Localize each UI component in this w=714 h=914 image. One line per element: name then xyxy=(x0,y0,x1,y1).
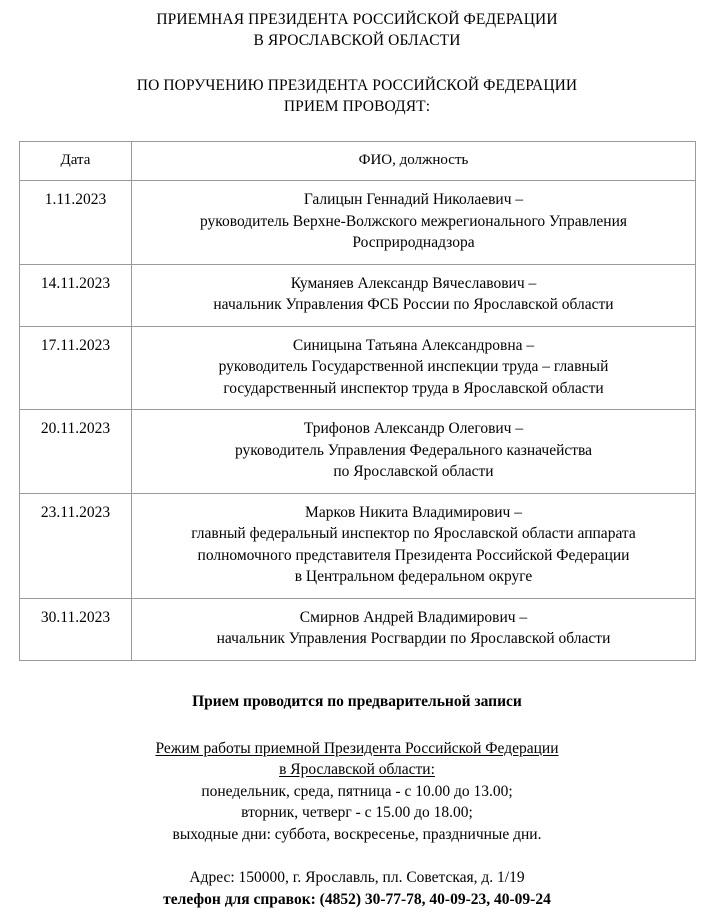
page-subtitle-line-2: ПРИЕМ ПРОВОДЯТ: xyxy=(283,98,431,115)
name-line: Смирнов Андрей Владимирович – xyxy=(299,608,528,626)
column-header-date: Дата xyxy=(20,142,132,181)
working-hours-line: понедельник, среда, пятница - с 10.00 до 13.00; xyxy=(201,782,513,800)
cell-date: 1.11.2023 xyxy=(20,181,132,265)
name-line: Трифонов Александр Олегович – xyxy=(303,420,524,437)
cell-date: 17.11.2023 xyxy=(20,326,132,410)
working-hours-title-text-1: Режим работы приемной Президента Российской Федерации xyxy=(155,739,559,757)
contact-block xyxy=(0,867,714,910)
name-line: главный федеральный инспектор по Ярославской области аппарата xyxy=(191,525,636,542)
name-line: по Ярославской области xyxy=(333,463,494,480)
cell-date: 20.11.2023 xyxy=(20,410,132,494)
cell-name xyxy=(132,181,696,265)
cell-name xyxy=(132,326,696,410)
working-hours-block xyxy=(0,738,714,846)
page-title-line-2: В ЯРОСЛАВСКОЙ ОБЛАСТИ xyxy=(253,32,461,49)
cell-name xyxy=(132,493,696,598)
name-line: руководитель Государственной инспекции труда – главный xyxy=(218,358,609,375)
phone-line: телефон для справок: (4852) 30-77-78, 40-09-23, 40-09-24 xyxy=(163,890,551,908)
address-line: Адрес: 150000, г. Ярославль, пл. Советская, д. 1/19 xyxy=(189,869,525,886)
cell-name xyxy=(132,598,696,660)
cell-date: 30.11.2023 xyxy=(20,598,132,660)
table-row xyxy=(20,181,696,265)
schedule-table xyxy=(19,141,696,661)
name-line: начальник Управления Росгвардии по Ярославской области xyxy=(216,630,611,647)
cell-name xyxy=(132,410,696,494)
table-row xyxy=(20,264,696,326)
working-hours-title-line-2 xyxy=(0,759,714,781)
schedule-table-wrapper xyxy=(0,141,714,661)
name-line: Синицына Татьяна Александровна – xyxy=(292,336,535,354)
cell-name xyxy=(132,264,696,326)
name-line: Росприроднадзора xyxy=(352,234,475,251)
working-hours-title-text-2: в Ярославской области: xyxy=(279,761,435,778)
name-line: начальник Управления ФСБ России по Ярославской области xyxy=(213,296,614,313)
cell-date: 23.11.2023 xyxy=(20,493,132,598)
column-header-name: ФИО, должность xyxy=(132,142,696,181)
table-row xyxy=(20,410,696,494)
working-hours-title-line-1 xyxy=(0,738,714,760)
working-hours-line: выходные дни: суббота, воскресенье, праздничные дни. xyxy=(172,825,542,843)
name-line: руководитель Верхне-Волжского межрегионального Управления xyxy=(199,212,628,230)
working-hours-line: вторник, четверг - с 15.00 до 18.00; xyxy=(241,804,473,821)
page-subtitle-line-1: ПО ПОРУЧЕНИЮ ПРЕЗИДЕНТА РОССИЙСКОЙ ФЕДЕРАЦИИ xyxy=(136,77,578,94)
cell-date: 14.11.2023 xyxy=(20,264,132,326)
table-row xyxy=(20,326,696,410)
table-row xyxy=(20,598,696,660)
page-title-line-1: ПРИЕМНАЯ ПРЕЗИДЕНТА РОССИЙСКОЙ ФЕДЕРАЦИИ xyxy=(156,11,558,28)
page-title xyxy=(0,0,714,51)
appointment-notice: Прием проводится по предварительной записи xyxy=(192,692,522,710)
name-line: в Центральном федеральном округе xyxy=(294,568,533,585)
name-line: полномочного представителя Президента Российской Федерации xyxy=(197,546,630,564)
name-line: руководитель Управления Федерального казначейства xyxy=(234,441,593,459)
table-row xyxy=(20,493,696,598)
name-line: Куманяев Александр Вячеславович – xyxy=(290,274,537,292)
name-line: Галицын Геннадий Николаевич – xyxy=(303,191,524,208)
page-subtitle xyxy=(0,51,714,117)
name-line: Марков Никита Владимирович – xyxy=(305,503,522,521)
table-header-row xyxy=(20,142,696,181)
name-line: государственный инспектор труда в Ярославской области xyxy=(223,379,604,397)
